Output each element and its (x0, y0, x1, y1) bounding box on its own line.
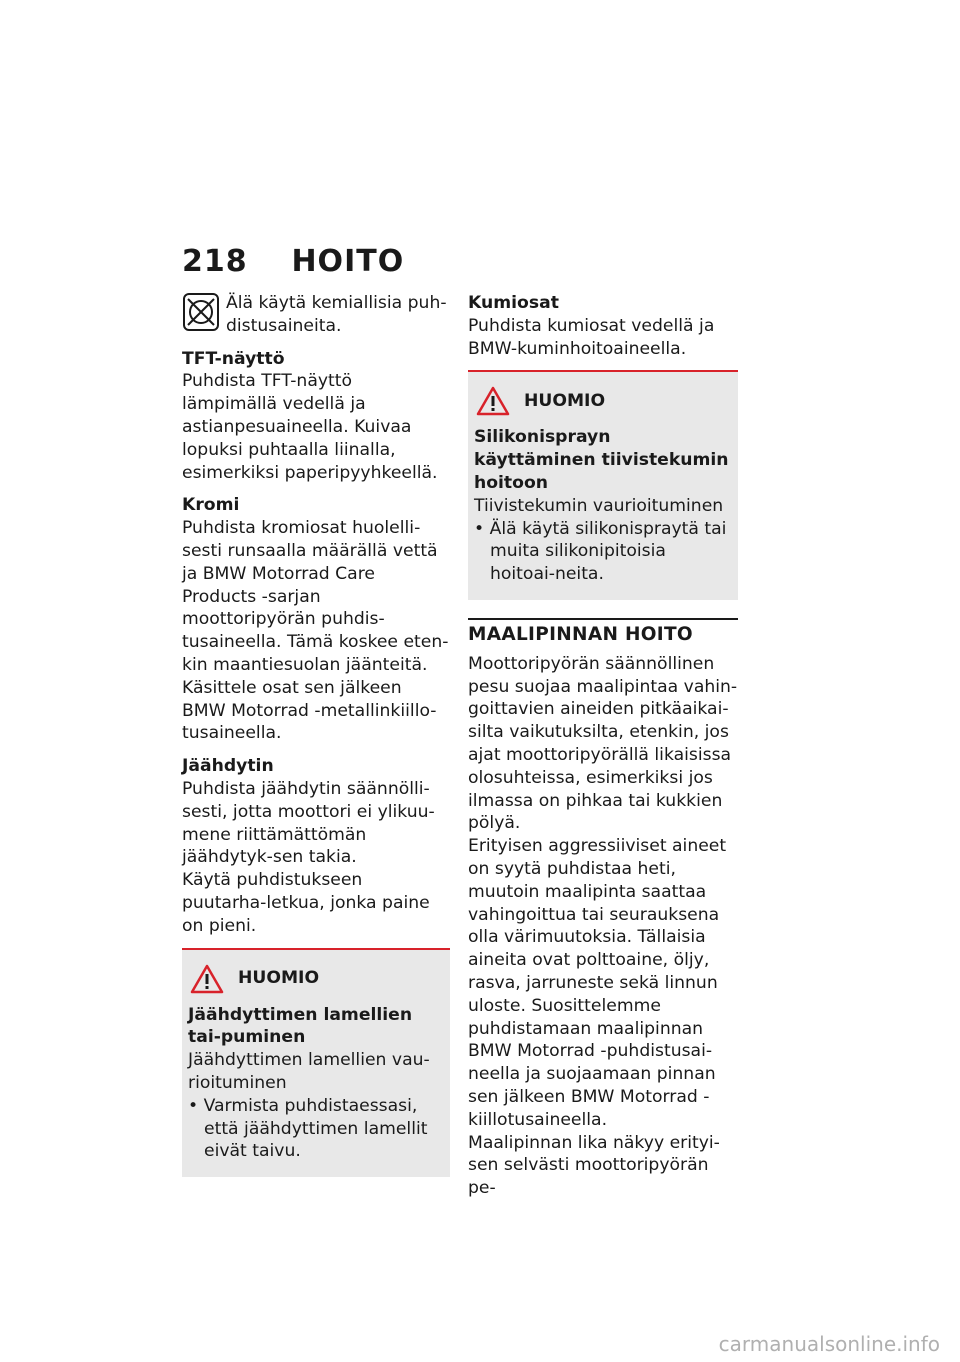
chrome-text-2: Käsittele osat sen jälkeen BMW Motorrad -metallinkiillo-tusaineella. (182, 677, 437, 744)
notice-header (188, 964, 442, 994)
page-number: 218 (182, 244, 248, 279)
radiator-notice (182, 948, 450, 1178)
tft-text: Puhdista TFT-näyttö lämpimällä vedellä ja astianpesuaineella. Kuivaa lopuksi puhtaalla liinalla, esimerkiksi paperipyyhkeellä. (182, 371, 438, 483)
page-header (182, 244, 404, 279)
section-heading: MAALIPINNAN HOITO (468, 618, 738, 647)
tft-heading: TFT-näyttö (182, 348, 285, 369)
notice-cause: Jäähdyttimen lamellien vau-rioituminen (188, 1050, 430, 1093)
right-column (468, 292, 738, 1200)
radiator-text: Puhdista jäähdytin säännölli-sesti, jotta moottori ei ylikuu-mene riittämättömän jäähdytyk-sen takia. (182, 778, 435, 868)
warning-icon (476, 386, 510, 416)
watermark: carmanualsonline.info (718, 1332, 940, 1356)
warning-icon (190, 964, 224, 994)
notice-header (474, 386, 730, 416)
rubber-text: Puhdista kumiosat vedellä ja BMW-kuminhoitoaineella. (468, 315, 715, 359)
notice-bullet: • Älä käytä silikonispraytä tai muita silikonipitoisia hoitoai-neita. (474, 518, 727, 585)
notice-bullet: • Varmista puhdistaessasi, että jäähdyttimen lamellit eivät taivu. (188, 1095, 428, 1162)
no-chemicals-icon (182, 292, 220, 332)
radiator-heading: Jäähdytin (182, 756, 274, 777)
notice-title: Silikonisprayn käyttäminen tiivistekumin hoitoon (474, 427, 729, 493)
no-chemicals-note (182, 292, 450, 338)
paint-text-2: Erityisen aggressiiviset aineet on syytä puhdistaa heti, muutoin maalipinta saattaa vahingoittua tai seurauksena olla värimuutoksia. Tällaisia aineita ovat polttoaine, öljy, rasva, jarruneste sekä linnun uloste. Suosittelemme puhdistamaan maalipinnan BMW Motorrad -puhdistusai-neella ja suojaamaan pinnan sen jälkeen BMW Motorrad -kiillotusaineella. (468, 836, 727, 1130)
silicone-notice (468, 370, 738, 600)
left-column (182, 292, 450, 1177)
radiator-text-2: Käytä puhdistukseen puutarha-letkua, jonka paine on pieni. (182, 870, 430, 936)
chrome-text: Puhdista kromiosat huolelli-sesti runsaalla määrällä vettä ja BMW Motorrad Care Products -sarjan moottoripyörän puhdis-tusaineella. Tämä koskee eten-kin maantiesuolan jäänteitä. (182, 518, 449, 675)
paint-text-3: Maalipinnan lika näkyy erityi-sen selvästi moottoripyörän pe- (468, 1132, 720, 1199)
paint-text: Moottoripyörän säännöllinen pesu suojaa maalipintaa vahin-goittavien aineiden pitkäaikai-silta vaikutuksilta, etenkin, jos ajat moottoripyörällä likaisissa olosuhteissa, esimerkiksi jos ilmassa on pihkaa tai kukkien pölyä. (468, 653, 738, 834)
notice-cause: Tiivistekumin vaurioituminen (474, 495, 724, 516)
notice-label: HUOMIO (238, 968, 320, 989)
page-title: HOITO (291, 244, 405, 279)
chrome-heading: Kromi (182, 495, 240, 516)
rubber-heading: Kumiosat (468, 293, 559, 313)
no-chemicals-text: Älä käytä kemiallisia puh- distusaineita. (226, 293, 447, 336)
notice-label: HUOMIO (524, 390, 606, 411)
notice-title: Jäähdyttimen lamellien tai-puminen (188, 1004, 413, 1048)
